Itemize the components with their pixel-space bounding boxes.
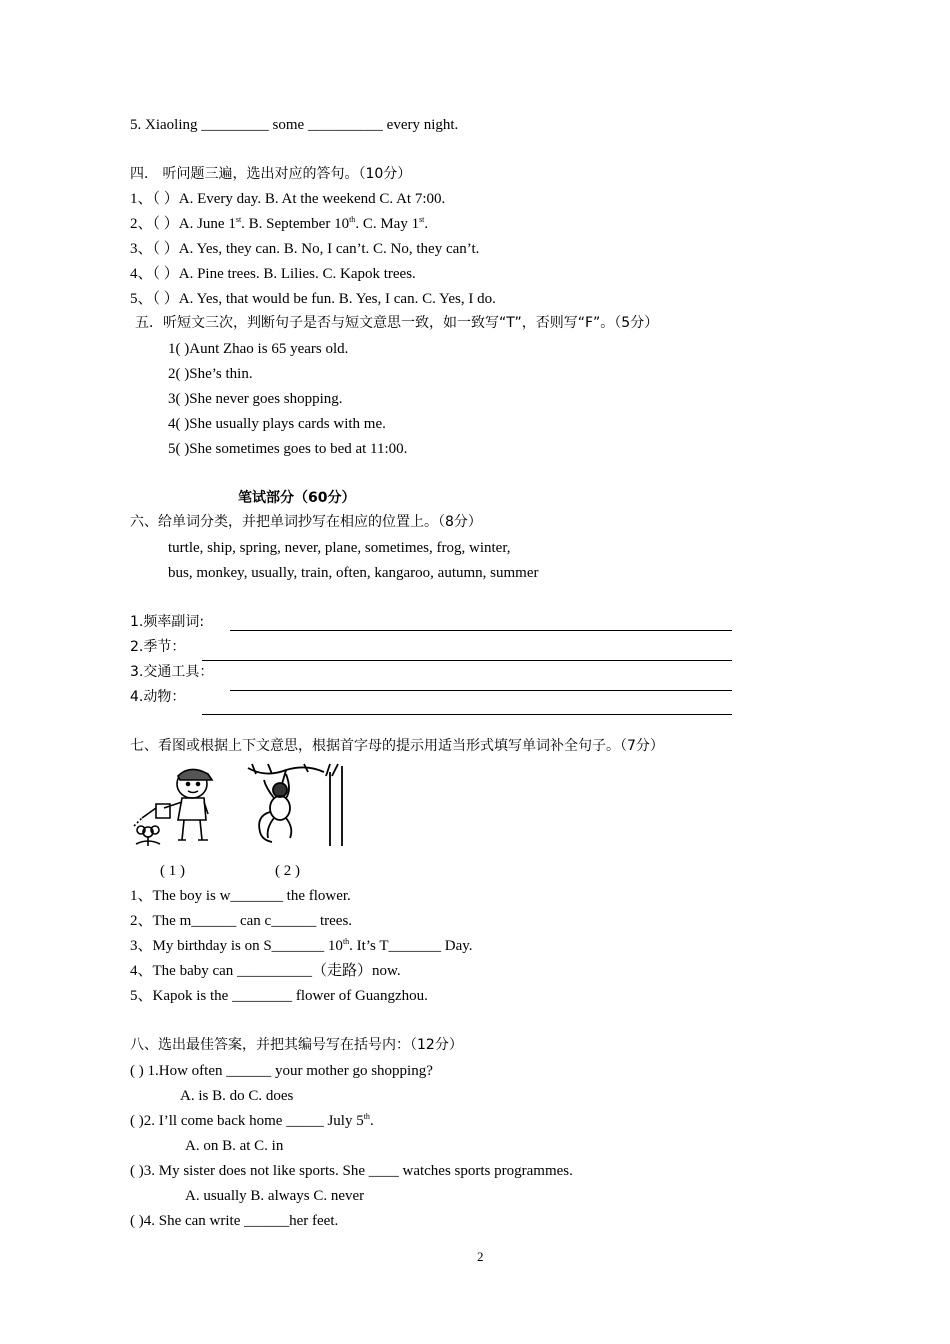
sec7-item-2: 2、The m______ can c______ trees. (130, 913, 353, 929)
answer-line-1 (230, 630, 732, 631)
sec8-q2-a: ( )2. I’ll come back home _____ July 5 (130, 1113, 364, 1129)
label-animals: 4.动物： (130, 689, 186, 705)
sec5-item-3: 3( )She never goes shopping. (168, 391, 343, 407)
sec8-options-3: A. usually B. always C. never (185, 1188, 365, 1204)
sup: st (419, 215, 425, 224)
sec8-question-4: ( )4. She can write ______her feet. (130, 1213, 339, 1229)
label-frequency-adverbs: 1.频率副词: (130, 614, 205, 630)
sec5-item-2: 2( )She’s thin. (168, 366, 253, 382)
sec7-item-4: 4、The baby can __________（走路）now. (130, 963, 401, 979)
sec8-question-2 (130, 1112, 374, 1130)
sec4-item2-a: 2、（ ）A. June 1 (130, 216, 236, 232)
answer-line-2 (202, 660, 732, 661)
sec7-item-1: 1、The boy is w_______ the flower. (130, 888, 351, 904)
sup: th (349, 215, 356, 224)
picture-label-2: ( 2 ) (275, 863, 300, 879)
label-seasons: 2.季节： (130, 639, 186, 655)
sec8-q2-b: . (369, 1113, 374, 1129)
sec8-question-1: ( ) 1.How often ______ your mother go shopping? (130, 1063, 433, 1079)
sec4-item-5: 5、（ ）A. Yes, that would be fun. B. Yes, I can. C. Yes, I do. (130, 291, 496, 307)
boy-watering-flower-image (128, 762, 230, 846)
section6-heading: 六、给单词分类，并把单词抄写在相应的位置上。（8分） (130, 514, 482, 530)
label-transport: 3.交通工具： (130, 664, 214, 680)
sec7-item3-a: 3、My birthday is on S_______ 10 (130, 938, 343, 954)
sec8-options-2: A. on B. at C. in (185, 1138, 284, 1154)
sec4-item2-b: . B. September 10 (241, 216, 350, 232)
section8-heading: 八、选出最佳答案，并把其编号写在括号内：（12分） (130, 1037, 463, 1053)
sec8-options-1: A. is B. do C. does (180, 1088, 294, 1104)
sec4-item-4: 4、（ ）A. Pine trees. B. Lilies. C. Kapok trees. (130, 266, 416, 282)
written-part-heading: 笔试部分（60分） (238, 490, 356, 506)
sup: th (363, 1112, 370, 1121)
sec7-item-5: 5、Kapok is the ________ flower of Guangzhou. (130, 988, 428, 1004)
section4-heading: 四． 听问题三遍，选出对应的答句。（10分） (130, 166, 412, 182)
answer-line-3 (230, 690, 732, 691)
sec6-words-line2: bus, monkey, usually, train, often, kangaroo, autumn, summer (168, 565, 539, 581)
section7-heading: 七、看图或根据上下文意思，根据首字母的提示用适当形式填写单词补全句子。（7分） (130, 738, 664, 754)
q5-line: 5. Xiaoling _________ some __________ every night. (130, 117, 459, 133)
sec4-item-1: 1、（ ）A. Every day. B. At the weekend C. At 7:00. (130, 191, 446, 207)
sup: st (235, 215, 242, 224)
sec4-item-3: 3、（ ）A. Yes, they can. B. No, I can’t. C. No, they can’t. (130, 241, 480, 257)
answer-line-4 (202, 714, 732, 715)
sec4-item2-c: . C. May 1 (355, 216, 420, 232)
sup: th (342, 937, 350, 946)
monkey-climbing-tree-image (246, 762, 352, 846)
picture-label-1: ( 1 ) (160, 863, 185, 879)
sec7-item-3 (130, 937, 473, 955)
sec4-item2-end: . (424, 216, 429, 232)
sec6-words-line1: turtle, ship, spring, never, plane, sometimes, frog, winter, (168, 540, 511, 556)
sec4-item-2 (130, 215, 428, 233)
page-number: 2 (477, 1249, 484, 1264)
sec5-item-1: 1( )Aunt Zhao is 65 years old. (168, 341, 349, 357)
sec5-item-5: 5( )She sometimes goes to bed at 11:00. (168, 441, 408, 457)
section5-heading: 五．听短文三次，判断句子是否与短文意思一致，如一致写“T”，否则写“F”。（5分） (135, 315, 659, 331)
sec8-question-3: ( )3. My sister does not like sports. She ____ watches sports programmes. (130, 1163, 573, 1179)
sec5-item-4: 4( )She usually plays cards with me. (168, 416, 386, 432)
sec7-item3-b: . It’s T_______ Day. (349, 938, 473, 954)
